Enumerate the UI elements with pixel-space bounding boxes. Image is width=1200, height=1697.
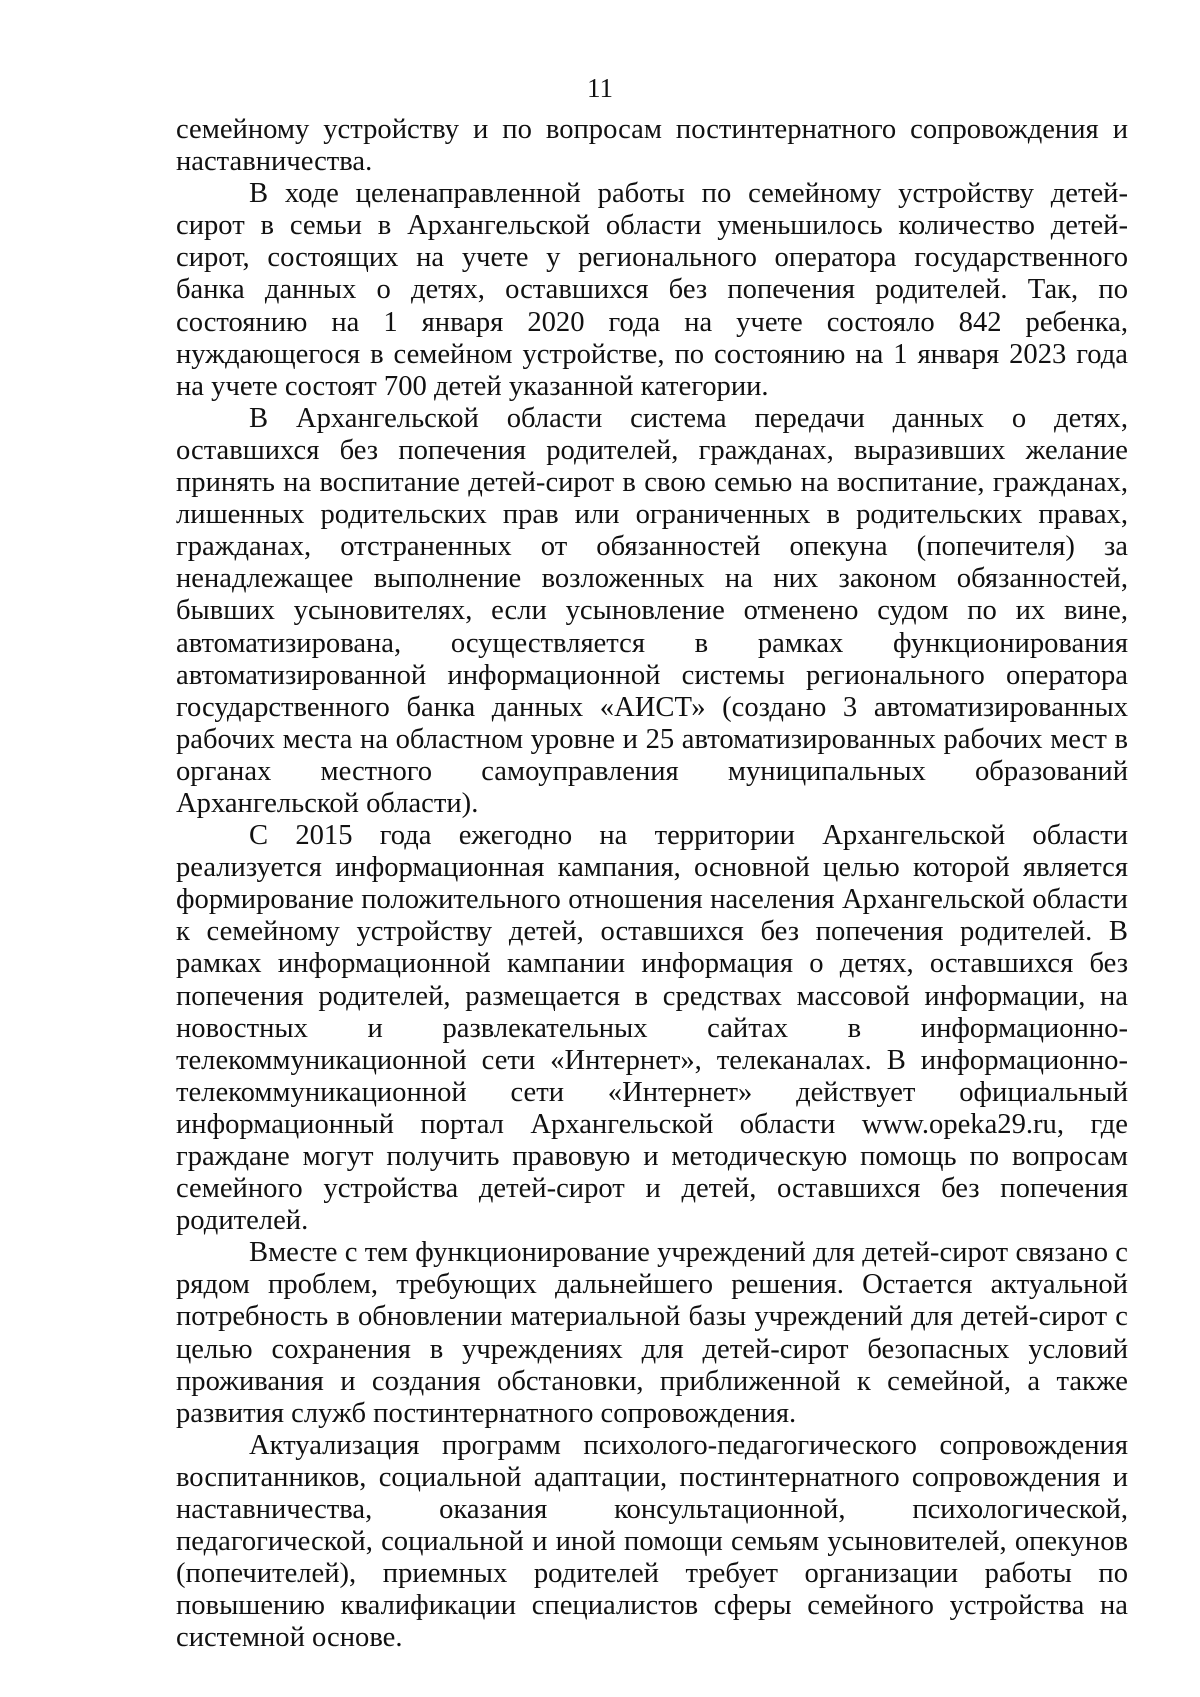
paragraph-family-placement: В ходе целенаправленной работы по семейному устройству детей-сирот в семьи в Архангельской области уменьшилось количество детей-сирот, состоящих на учете у регионального оператора государственного банка данных о детях, оставшихся без попечения родителей. Так, по состоянию на 1 января 2020 года на учете состояло 842 ребенка, нуждающегося в семейном устройстве, по состоянию на 1 января 2023 года на учете состоят 700 детей указанной категории. [176,178,1128,402]
paragraph-problems: Вместе с тем функционирование учреждений для детей-сирот связано с рядом проблем, требующих дальнейшего решения. Остается актуальной потребность в обновлении материальной базы учреждений для детей-сирот с целью сохранения в учреждениях для детей-сирот безопасных условий проживания и создания обстановки, приближенной к семейной, а также развития служб постинтернатного сопровождения. [176,1237,1128,1429]
paragraph-data-system: В Архангельской области система передачи данных о детях, оставшихся без попечения родителей, гражданах, выразивших желание принять на воспитание детей-сирот в свою семью на воспитание, гражданах, лишенных родительских прав или ограниченных в родительских правах, гражданах, отстраненных от обязанностей опекуна (попечителя) за ненадлежащее выполнение возложенных на них законом обязанностей, бывших усыновителях, если усыновление отменено судом по их вине, автоматизирована, осуществляется в рамках функционирования автоматизированной информационной системы регионального оператора государственного банка данных «АИСТ» (создано 3 автоматизированных рабочих места на областном уровне и 25 автоматизированных рабочих мест в органах местного самоуправления муниципальных образований Архангельской области). [176,402,1128,819]
paragraph-information-campaign: С 2015 года ежегодно на территории Архангельской области реализуется информационная кампания, основной целью которой является формирование положительного отношения населения Архангельской области к семейному устройству детей, оставшихся без попечения родителей. В рамках информационной кампании информация о детях, оставшихся без попечения родителей, размещается в средствах массовой информации, на новостных и развлекательных сайтах в информационно-телекоммуникационной сети «Интернет», телеканалах. В информационно-телекоммуникационной сети «Интернет» действует официальный информационный портал Архангельской области www.opeka29.ru, где граждане могут получить правовую и методическую помощь по вопросам семейного устройства детей-сирот и детей, оставшихся без попечения родителей. [176,820,1128,1237]
page-number: 11 [587,73,613,103]
paragraph-continuation: семейному устройству и по вопросам постинтернатного сопровождения и наставничества. [176,114,1128,178]
document-body [176,114,1128,1655]
paragraph-programs: Актуализация программ психолого-педагогического сопровождения воспитанников, социальной адаптации, постинтернатного сопровождения и наставничества, оказания консультационной, психологической, педагогической, социальной и иной помощи семьям усыновителей, опекунов (попечителей), приемных родителей требует организации работы по повышению квалификации специалистов сферы семейного устройства на системной основе. [176,1429,1128,1654]
